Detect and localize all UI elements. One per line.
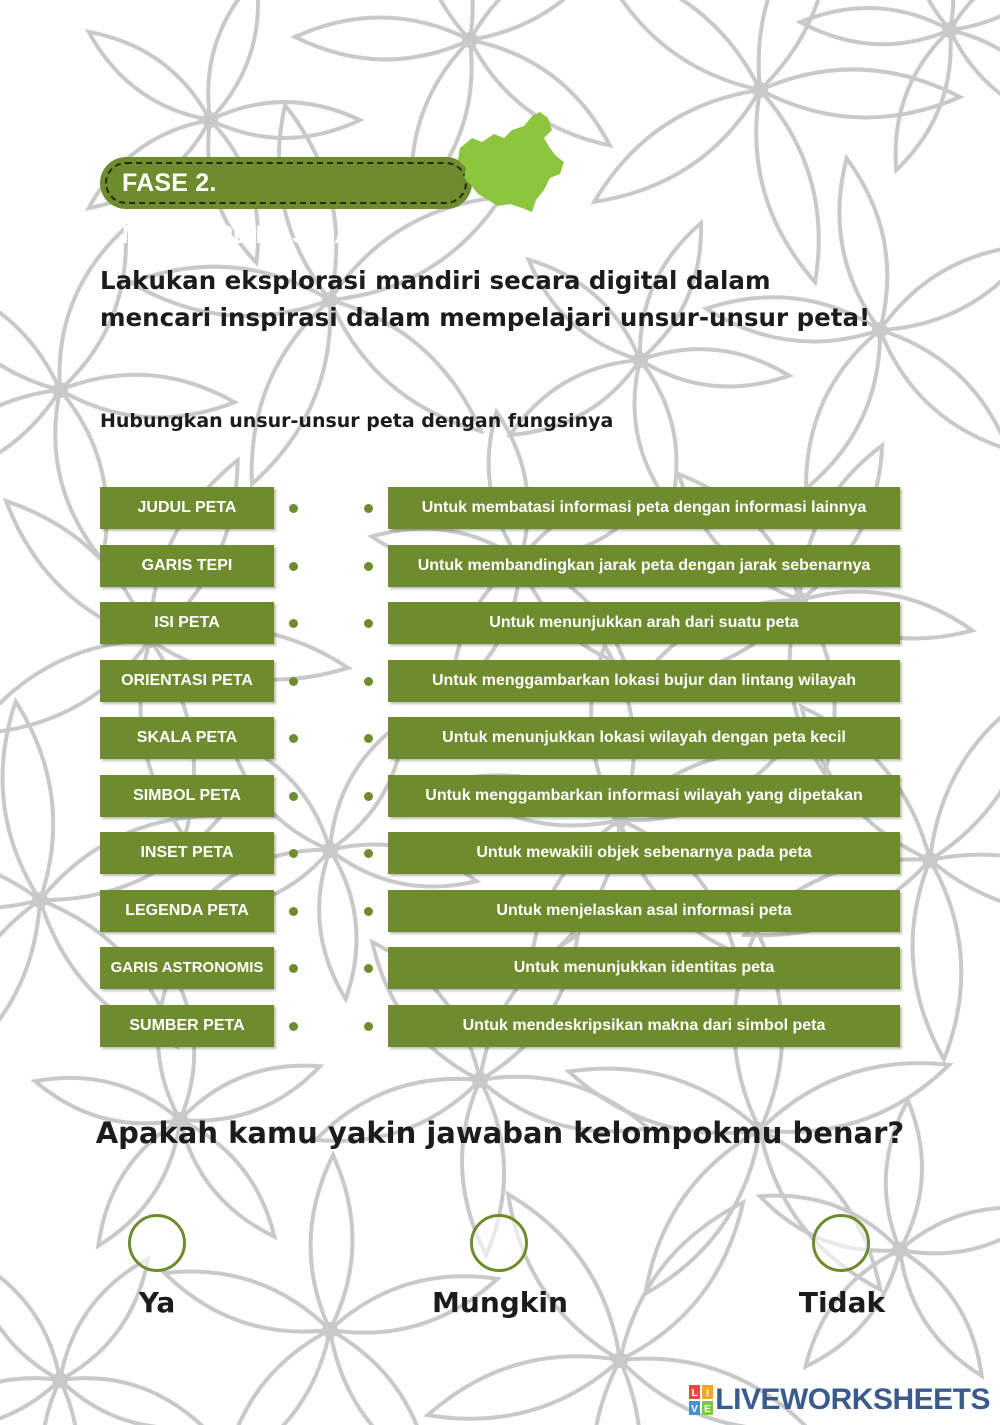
match-dot-left-6[interactable] xyxy=(289,792,298,801)
definition-3: Untuk menunjukkan arah dari suatu peta xyxy=(388,602,900,644)
match-dot-left-10[interactable] xyxy=(289,1022,298,1031)
choice-yes-radio[interactable] xyxy=(128,1214,186,1272)
match-dot-right-7[interactable] xyxy=(364,849,373,858)
term-garis-tepi: GARIS TEPI xyxy=(100,545,274,587)
term-skala-peta: SKALA PETA xyxy=(100,717,274,759)
confidence-question: Apakah kamu yakin jawaban kelompokmu benar? xyxy=(95,1116,905,1150)
match-dot-left-5[interactable] xyxy=(289,734,298,743)
island-map-icon xyxy=(452,108,567,216)
choice-no-label: Tidak xyxy=(798,1286,886,1319)
logo-letter-4: E xyxy=(704,1404,712,1415)
match-dot-left-1[interactable] xyxy=(289,504,298,513)
term-sumber-peta: SUMBER PETA xyxy=(100,1005,274,1047)
term-garis-astronomis: GARIS ASTRONOMIS xyxy=(100,947,274,989)
match-dot-right-5[interactable] xyxy=(364,734,373,743)
match-dot-left-7[interactable] xyxy=(289,849,298,858)
term-judul-peta: JUDUL PETA xyxy=(100,487,274,529)
term-legenda-peta: LEGENDA PETA xyxy=(100,890,274,932)
choice-no-radio[interactable] xyxy=(812,1214,870,1272)
instruction-line-2: mencari inspirasi dalam mempelajari unsur-unsur peta! xyxy=(100,303,871,332)
definition-8: Untuk menjelaskan asal informasi peta xyxy=(388,890,900,932)
term-orientasi-peta: ORIENTASI PETA xyxy=(100,660,274,702)
match-dot-left-2[interactable] xyxy=(289,562,298,571)
choice-yes-label: Ya xyxy=(138,1286,176,1319)
matching-subheading: Hubungkan unsur-unsur peta dengan fungsinya xyxy=(100,410,614,432)
match-dot-right-1[interactable] xyxy=(364,504,373,513)
definition-4: Untuk menggambarkan lokasi bujur dan lintang wilayah xyxy=(388,660,900,702)
term-isi-peta: ISI PETA xyxy=(100,602,274,644)
logo-letter-1: L xyxy=(691,1388,698,1399)
match-dot-right-9[interactable] xyxy=(364,964,373,973)
phase-title: FASE 2. MENGAPLIKASIKAN xyxy=(122,169,371,249)
definition-9: Untuk menunjukkan identitas peta xyxy=(388,947,900,989)
match-dot-right-3[interactable] xyxy=(364,619,373,628)
term-inset-peta: INSET PETA xyxy=(100,832,274,874)
match-dot-right-2[interactable] xyxy=(364,562,373,571)
match-dot-right-8[interactable] xyxy=(364,907,373,916)
match-dot-left-8[interactable] xyxy=(289,907,298,916)
definition-6: Untuk menggambarkan informasi wilayah yang dipetakan xyxy=(388,775,900,817)
match-dot-right-10[interactable] xyxy=(364,1022,373,1031)
match-dot-left-9[interactable] xyxy=(289,964,298,973)
instruction-line-1: Lakukan eksplorasi mandiri secara digital dalam xyxy=(100,266,771,295)
definition-1: Untuk membatasi informasi peta dengan informasi lainnya xyxy=(388,487,900,529)
liveworksheets-logo-mark xyxy=(689,1385,713,1415)
match-dot-left-3[interactable] xyxy=(289,619,298,628)
definition-7: Untuk mewakili objek sebenarnya pada peta xyxy=(388,832,900,874)
match-dot-left-4[interactable] xyxy=(289,677,298,686)
liveworksheets-logo[interactable] xyxy=(689,1382,990,1418)
choice-maybe-label: Mungkin xyxy=(432,1286,568,1319)
definition-2: Untuk membandingkan jarak peta dengan jarak sebenarnya xyxy=(388,545,900,587)
logo-letter-3: V xyxy=(691,1404,699,1415)
definition-5: Untuk menunjukkan lokasi wilayah dengan peta kecil xyxy=(388,717,900,759)
definition-10: Untuk mendeskripsikan makna dari simbol peta xyxy=(388,1005,900,1047)
match-dot-right-6[interactable] xyxy=(364,792,373,801)
logo-letter-2: I xyxy=(706,1388,710,1399)
brand-name: LIVEWORKSHEETS xyxy=(715,1383,990,1416)
match-dot-right-4[interactable] xyxy=(364,677,373,686)
choice-maybe-radio[interactable] xyxy=(470,1214,528,1272)
term-simbol-peta: SIMBOL PETA xyxy=(100,775,274,817)
